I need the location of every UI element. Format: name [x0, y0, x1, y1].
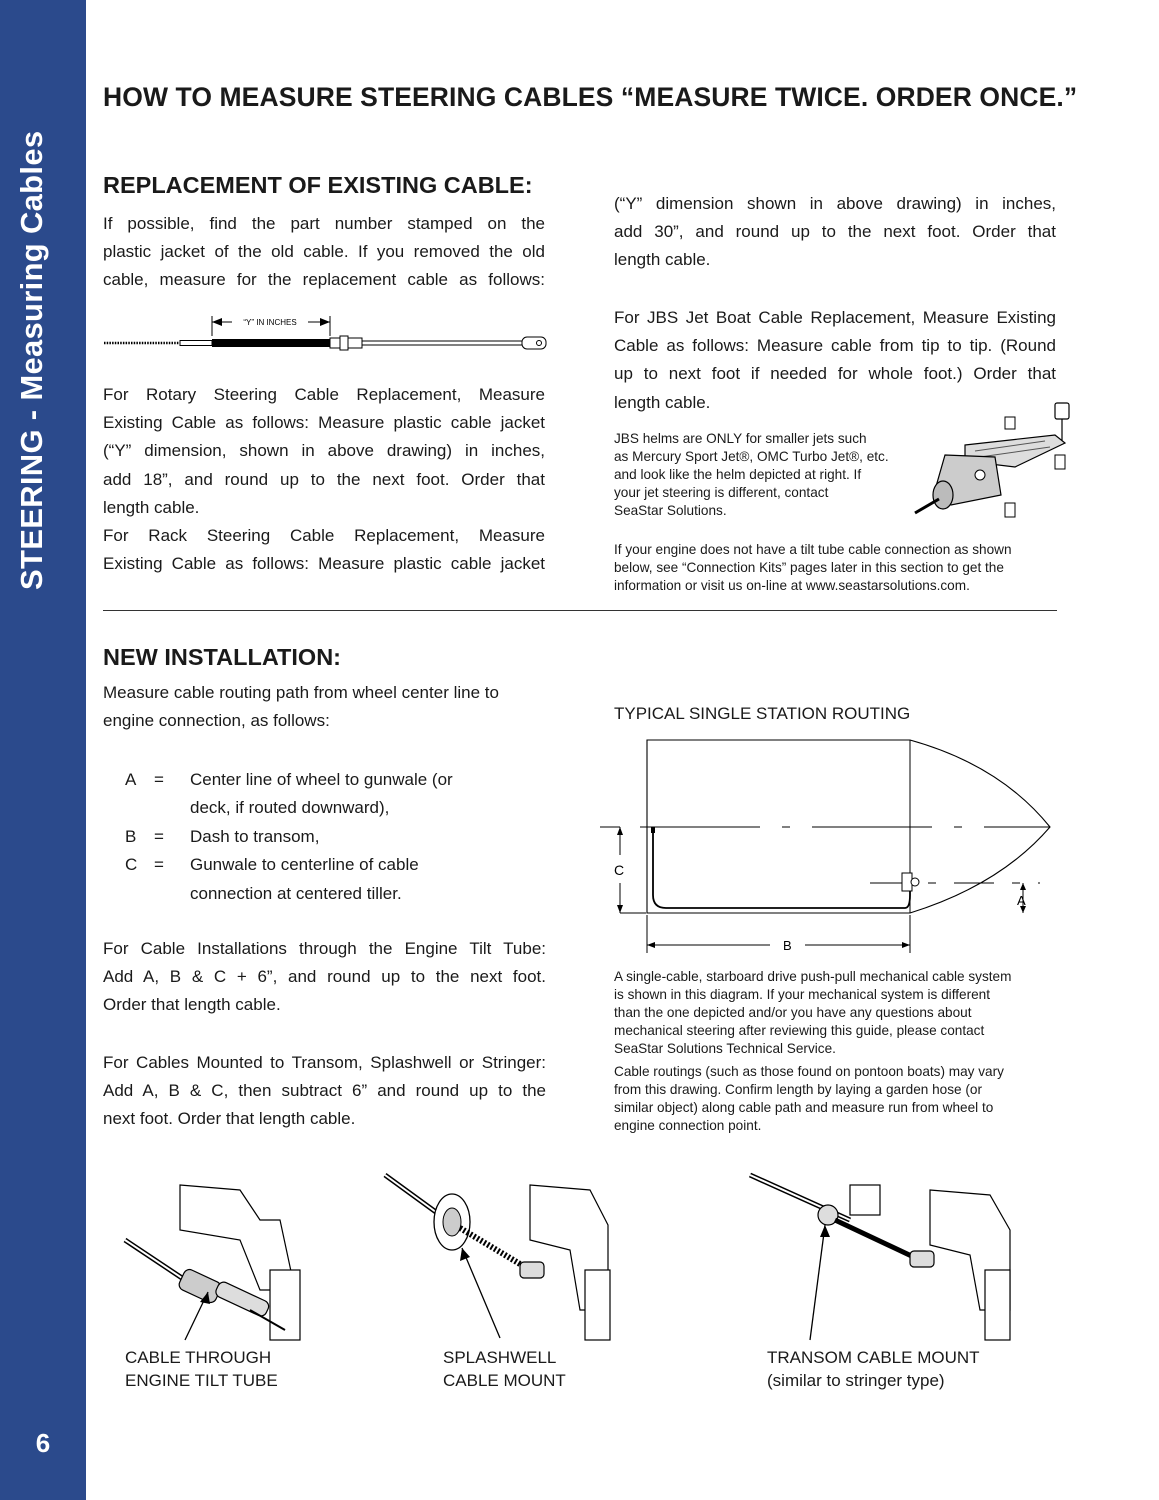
routing-description: A single-cable, starboard drive push-pull mechanical cable system is shown in this diagram. If your mechanical system is different than the one depicted and/or you have any questions about mechanical steering after reviewing this guide, please contact SeaStar Solutions Technical Service.: [614, 969, 1012, 1056]
measurement-list: [103, 766, 563, 908]
page-number: 6: [35, 1428, 51, 1458]
routing-note: Cable routings (such as those found on pontoon boats) may vary from this drawing. Confirm length by laying a garden hose (or similar object) along cable path and measure run from wheel to engine connection point.: [614, 1064, 1004, 1133]
page-title: HOW TO MEASURE STEERING CABLES “MEASURE TWICE. ORDER ONCE.”: [103, 82, 1078, 112]
cable-y-dimension-diagram: [100, 308, 555, 358]
tilt-tube-note: If your engine does not have a tilt tube cable connection as shown below, see “Connection Kits” pages later in this section to get the information or visit us on-line at www.seastarsolutions.com.: [614, 542, 1012, 593]
single-station-routing-diagram: [600, 735, 1060, 960]
jbs-replacement-text: For JBS Jet Boat Cable Replacement, Measure Existing Cable as follows: Measure cable from tip to tip. (Round up to next foot if needed for whole foot.) Order that length cable.: [614, 308, 1056, 412]
tilt-tube-mount-caption: CABLE THROUGH ENGINE TILT TUBE: [125, 1348, 278, 1390]
routing-title: TYPICAL SINGLE STATION ROUTING: [614, 704, 911, 723]
label-a: A: [1017, 893, 1026, 908]
label-c: C: [614, 862, 625, 878]
list-item: A = Center line of wheel to gunwale (or deck, if routed downward),: [125, 770, 453, 818]
jbs-note: JBS helms are ONLY for smaller jets such as Mercury Sport Jet®, OMC Turbo Jet®, etc. and look like the helm depicted at right. If your jet steering is different, contact SeaStar Solutions.: [614, 431, 889, 518]
list-item: C = Gunwale to centerline of cable connection at centered tiller.: [125, 855, 419, 903]
splashwell-mount-illustration: [380, 1170, 620, 1345]
jbs-helm-illustration: [905, 395, 1085, 530]
rotary-replacement-text: For Rotary Steering Cable Replacement, Measure Existing Cable as follows: Measure plastic cable jacket (“Y” dimension, shown in above drawing) in inches, add 18”, and round up to the next foot. Order that length cable. For Rack Steering Cable Replacement, Measure Existing Cable as follows: Measure plastic cable jacket: [103, 385, 545, 574]
sidebar: [0, 0, 86, 1500]
replacement-intro: If possible, find the part number stamped on the plastic jacket of the old cable. If you removed the old cable, measure for the replacement cable as follows:: [103, 214, 545, 290]
list-item: B = Dash to transom,: [125, 826, 320, 846]
transom-installation-text: For Cables Mounted to Transom, Splashwell or Stringer: Add A, B & C, then subtract 6” and round up to the next foot. Order that length cable.: [103, 1053, 546, 1129]
splashwell-mount-caption: SPLASHWELL CABLE MOUNT: [443, 1348, 566, 1390]
replacement-heading: REPLACEMENT OF EXISTING CABLE:: [103, 172, 533, 198]
transom-mount-caption: TRANSOM CABLE MOUNT (similar to stringer type): [767, 1348, 980, 1390]
y-dimension-label: “Y” IN INCHES: [243, 318, 297, 327]
tilt-tube-mount-illustration: [120, 1180, 340, 1345]
section-title: STEERING - Measuring Cables: [14, 130, 49, 590]
label-b: B: [783, 938, 792, 953]
transom-mount-illustration: [740, 1165, 1030, 1345]
new-installation-intro: Measure cable routing path from wheel center line to engine connection, as follows:: [103, 683, 499, 731]
rack-replacement-continued: (“Y” dimension shown in above drawing) in inches, add 30”, and round up to the next foot. Order that length cable.: [614, 194, 1056, 270]
tilt-tube-installation-text: For Cable Installations through the Engine Tilt Tube: Add A, B & C + 6”, and round up to the next foot. Order that length cable.: [103, 939, 546, 1015]
new-installation-heading: NEW INSTALLATION:: [103, 644, 342, 670]
section-divider: [103, 610, 1057, 611]
